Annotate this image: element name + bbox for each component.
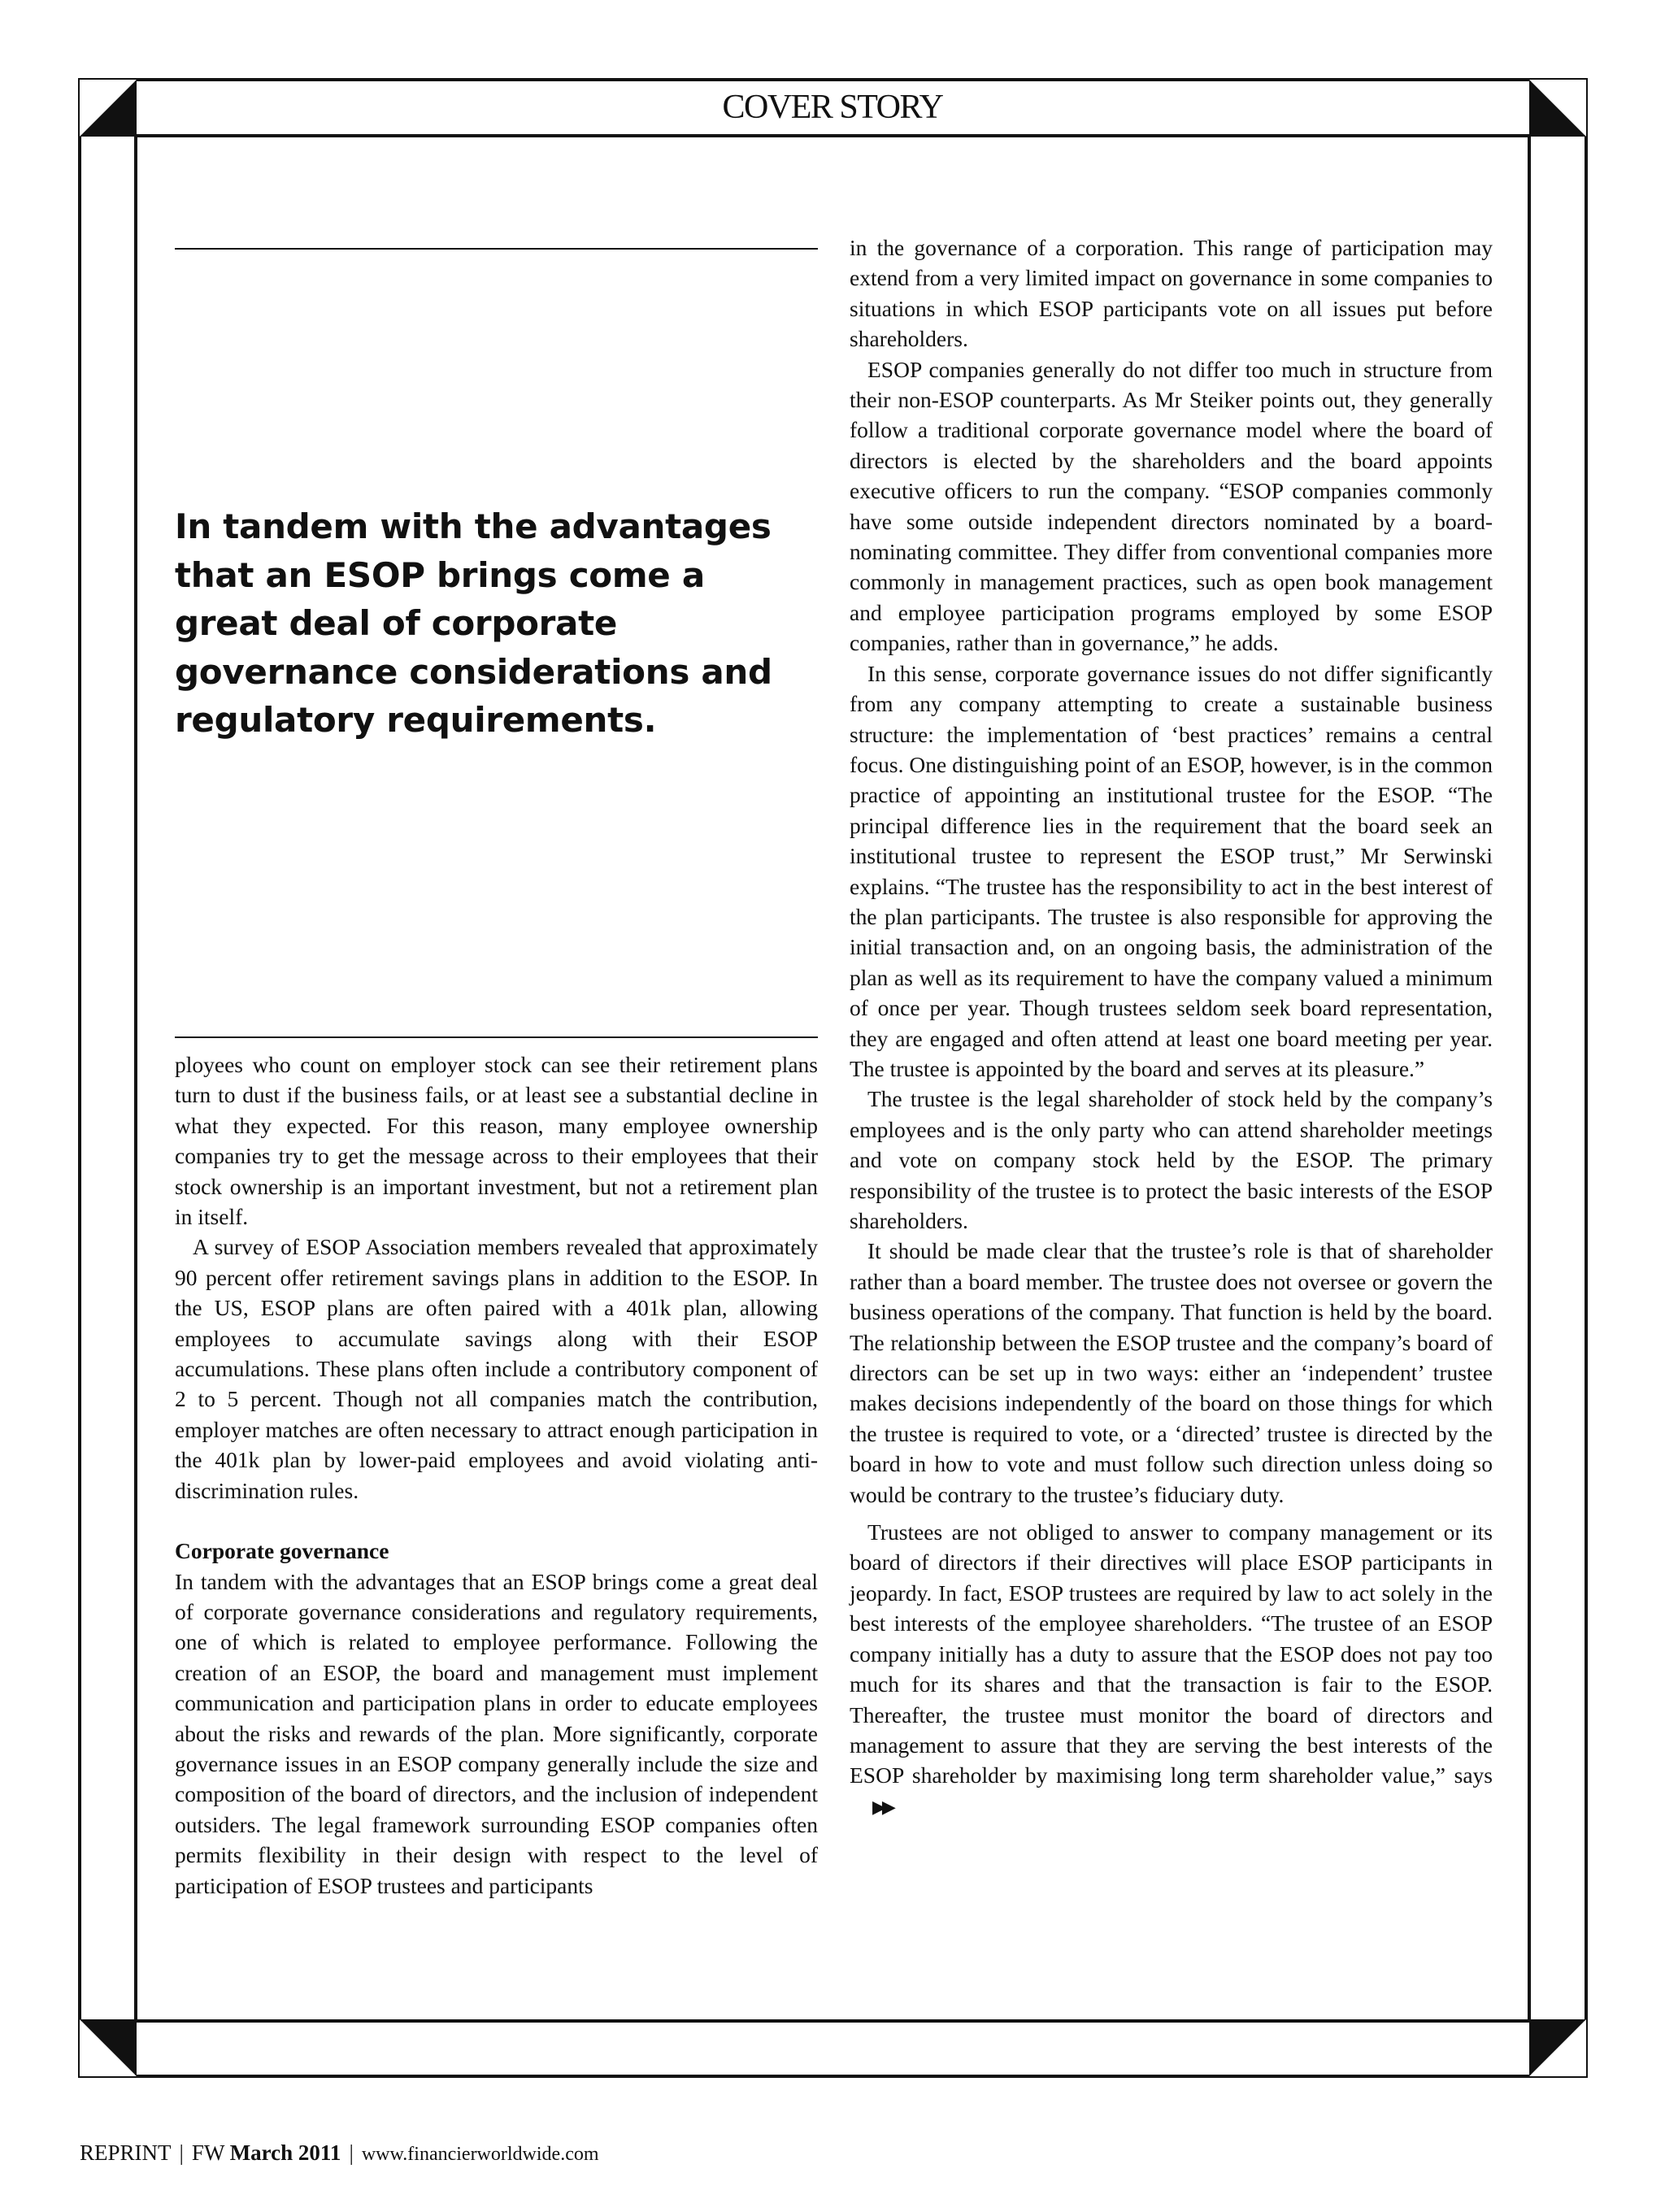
section-label: COVER STORY xyxy=(722,89,943,126)
pull-quote-rule-bottom xyxy=(175,1036,818,1038)
page-footer xyxy=(80,2136,599,2171)
footer-url: www.financierworldwide.com xyxy=(361,2144,599,2165)
footer-issue: March 2011 xyxy=(229,2140,341,2165)
corner-ornament-bottom-left xyxy=(80,2019,137,2076)
body-paragraph: ployees who count on employer stock can see their retirement plans turn to dust if the business fails, or at least see a substantial decline in what they expected. For this reason, many employee ownership companies try to get the message across to their employees that their stock ownership is an important investment, but not a retirement plan in itself. xyxy=(175,1052,818,1230)
footer-separator: | xyxy=(179,2140,184,2165)
body-paragraph: ESOP companies generally do not differ too much in structure from their non-ESOP counterparts. As Mr Steiker points out, they generally follow a traditional corporate governance model where the board of directors is elected by the shareholders and the board appoints executive officers to run the company. “ESOP companies commonly have some outside independent directors nominated by a board-nominating committee. They differ from conventional companies more commonly in management practices, such as open book management and employee participation programs employed by some ESOP companies, rather than in governance,” he adds. xyxy=(850,356,1493,656)
right-column xyxy=(850,232,1493,1822)
footer-reprint: REPRINT xyxy=(80,2140,172,2165)
body-paragraph-text: Trustees are not obliged to answer to company management or its board of directors if their directives will place ESOP participants in jeopardy. In fact, ESOP trustees are required by law to act solely in the best interests of the employee shareholders. “The trustee of an ESOP company initially has a duty to assure that the ESOP does not pay too much for its shares and that the transaction is fair to the ESOP. Thereafter, the trustee must monitor the board of directors and management to assure that they are serving the best interests of the ESOP shareholder by maximising long term shareholder value,” says xyxy=(850,1519,1493,1788)
section-heading: Corporate governance xyxy=(175,1538,389,1564)
corner-ornament-top-left xyxy=(80,80,137,137)
body-paragraph-continued xyxy=(850,1517,1493,1822)
body-paragraph: In this sense, corporate governance issues do not differ significantly from any company attempting to create a sustainable business structure: the implementation of ‘best practices’ remains a central focus. One distinguishing point of an ESOP, however, is in the common practice of appointing an institutional trustee for the ESOP. “The principal difference lies in the requirement that the board seek an institutional trustee to represent the ESOP trust,” Mr Serwinski explains. “The trustee has the responsibility to act in the best interest of the plan participants. The trustee is also responsible for approving the initial transaction and, on an ongoing basis, the administration of the plan as well as its requirement to have the company valued a minimum of once per year. Though trustees seldom seek board representation, they are engaged and often attend at least one board meeting per year. The trustee is appointed by the board and serves at its pleasure.” xyxy=(850,660,1493,1081)
footer-separator: | xyxy=(349,2140,354,2165)
corner-ornament-top-right xyxy=(1529,80,1586,137)
pull-quote: In tandem with the advantages that an ESOP brings come a great deal of corporate governance considerations and regulatory requirements. xyxy=(175,506,772,741)
body-paragraph: In tandem with the advantages that an ESOP brings come a great deal of corporate governance considerations and regulatory requirements, one of which is related to employee performance. Following the creation of an ESOP, the board and management must implement communication and participation plans in order to educate employees about the risks and rewards of the plan. More significantly, corporate governance issues in an ESOP company generally include the size and composition of the board of directors, and the inclusion of independent outsiders. The legal framework surrounding ESOP companies often permits flexibility in their design with respect to the level of participation of ESOP trustees and participants xyxy=(175,1568,818,1898)
left-column xyxy=(175,1050,818,1901)
body-paragraph: The trustee is the legal shareholder of stock held by the company’s employees and is the only party who can attend shareholder meetings and vote on company stock held by the ESOP. The primary responsibility of the trustee is to protect the basic interests of the ESOP shareholders. xyxy=(850,1086,1493,1233)
double-arrow-right-icon: ▶▶ xyxy=(872,1796,892,1817)
body-paragraph: A survey of ESOP Association members revealed that approximately 90 percent offer retirement savings plans in addition to the ESOP. In the US, ESOP plans are often paired with a 401k plan, allowing employees to accumulate savings along with their ESOP accumulations. These plans often include a contributory component of 2 to 5 percent. Though not all companies match the contribution, employer matches are often necessary to attract enough participation in the 401k plan by lower-paid employees and avoid violating anti-discrimination rules. xyxy=(175,1234,818,1503)
body-paragraph: in the governance of a corporation. This range of participation may extend from a very limited impact on governance in some companies to situations in which ESOP participants vote on all issues put before shareholders. xyxy=(850,235,1493,352)
footer-publication: FW xyxy=(191,2140,224,2165)
pull-quote-rule-top xyxy=(175,248,818,250)
corner-ornament-bottom-right xyxy=(1529,2019,1586,2076)
body-paragraph: It should be made clear that the trustee’s role is that of shareholder rather than a board member. The trustee does not oversee or govern the business operations of the company. That function is held by the board. The relationship between the ESOP trustee and the company’s board of directors can be set up in two ways: either an ‘independent’ trustee makes decisions independently of the board on those things for which the trustee is required to vote, or a ‘directed’ trustee is directed by the board in how to vote and must follow such direction unless doing so would be contrary to the trustee’s fiduciary duty. xyxy=(850,1238,1493,1507)
